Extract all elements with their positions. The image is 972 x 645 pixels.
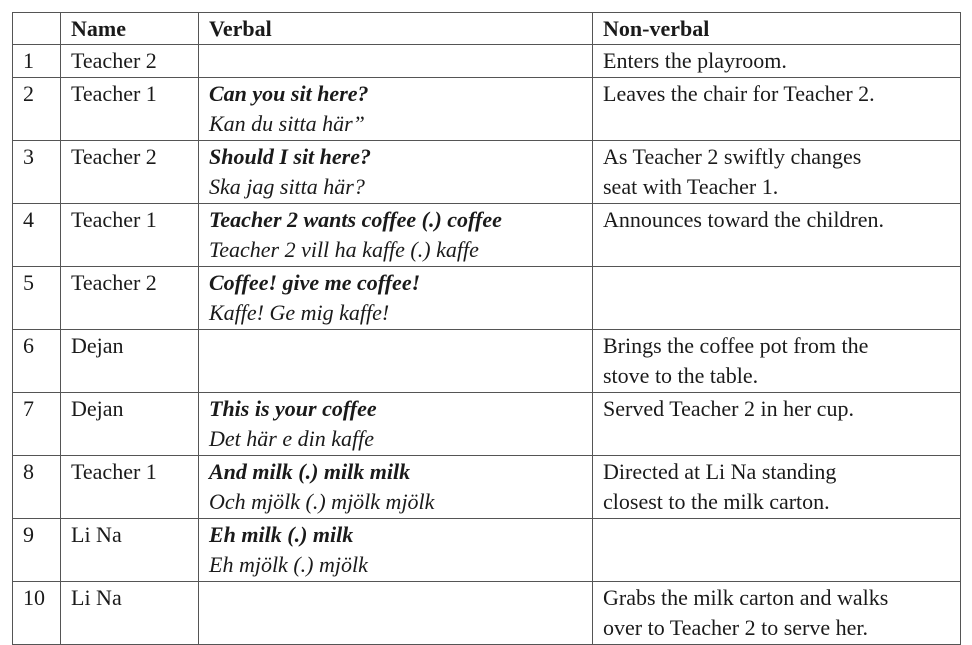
verbal-cell: [199, 45, 593, 78]
row-number: 7: [13, 393, 61, 456]
table-row: [13, 393, 961, 456]
nonverbal-cell: [593, 45, 961, 78]
speaker-name: Li Na: [61, 519, 199, 582]
verbal-cell: [199, 582, 593, 645]
speaker-name: Teacher 2: [61, 267, 199, 330]
verbal-cell: [199, 393, 593, 456]
header-verbal: Verbal: [199, 13, 593, 45]
speaker-name: Teacher 1: [61, 204, 199, 267]
nonverbal-cell: [593, 582, 961, 645]
nonverbal-cell: [593, 330, 961, 393]
table-row: [13, 141, 961, 204]
verbal-swedish: Kan du sitta här”: [209, 111, 365, 136]
speaker-name: Dejan: [61, 330, 199, 393]
row-number: 8: [13, 456, 61, 519]
speaker-name: Li Na: [61, 582, 199, 645]
row-number: 2: [13, 78, 61, 141]
nonverbal-line: As Teacher 2 swiftly changes: [603, 144, 862, 169]
nonverbal-line: Directed at Li Na standing: [603, 459, 837, 484]
row-number: 1: [13, 45, 61, 78]
header-row: [13, 13, 961, 45]
verbal-swedish: Det här e din kaffe: [209, 426, 374, 451]
verbal-cell: [199, 141, 593, 204]
verbal-swedish: Och mjölk (.) mjölk mjölk: [209, 489, 435, 514]
nonverbal-line: Grabs the milk carton and walks: [603, 585, 889, 610]
verbal-cell: [199, 456, 593, 519]
nonverbal-line: Announces toward the children.: [603, 207, 885, 232]
header-name: Name: [61, 13, 199, 45]
verbal-swedish: Eh mjölk (.) mjölk: [209, 552, 368, 577]
nonverbal-line: Brings the coffee pot from the: [603, 333, 869, 358]
nonverbal-cell: [593, 267, 961, 330]
table-row: [13, 45, 961, 78]
verbal-cell: [199, 267, 593, 330]
verbal-english: Coffee! give me coffee!: [209, 270, 421, 295]
nonverbal-cell: [593, 393, 961, 456]
table-row: [13, 267, 961, 330]
nonverbal-line: over to Teacher 2 to serve her.: [603, 615, 868, 640]
nonverbal-line: seat with Teacher 1.: [603, 174, 779, 199]
nonverbal-cell: [593, 204, 961, 267]
speaker-name: Teacher 2: [61, 141, 199, 204]
verbal-swedish: Ska jag sitta här?: [209, 174, 365, 199]
verbal-english: Should I sit here?: [209, 144, 371, 169]
row-number: 5: [13, 267, 61, 330]
row-number: 9: [13, 519, 61, 582]
header-nonverbal: Non-verbal: [593, 13, 961, 45]
row-number: 4: [13, 204, 61, 267]
header-num: [13, 13, 61, 45]
row-number: 6: [13, 330, 61, 393]
table-row: [13, 330, 961, 393]
row-number: 3: [13, 141, 61, 204]
verbal-cell: [199, 519, 593, 582]
verbal-swedish: Teacher 2 vill ha kaffe (.) kaffe: [209, 237, 479, 262]
row-number: 10: [13, 582, 61, 645]
nonverbal-cell: [593, 78, 961, 141]
nonverbal-cell: [593, 141, 961, 204]
verbal-cell: [199, 330, 593, 393]
table-row: [13, 204, 961, 267]
verbal-swedish: Kaffe! Ge mig kaffe!: [209, 300, 390, 325]
verbal-english: Eh milk (.) milk: [209, 522, 354, 547]
table-row: [13, 519, 961, 582]
transcript-table: [12, 12, 961, 645]
verbal-english: Can you sit here?: [209, 81, 369, 106]
table-row: [13, 456, 961, 519]
verbal-english: And milk (.) milk milk: [209, 459, 411, 484]
nonverbal-line: Leaves the chair for Teacher 2.: [603, 81, 875, 106]
nonverbal-cell: [593, 519, 961, 582]
table-row: [13, 582, 961, 645]
speaker-name: Teacher 1: [61, 456, 199, 519]
speaker-name: Teacher 2: [61, 45, 199, 78]
nonverbal-line: Served Teacher 2 in her cup.: [603, 396, 854, 421]
nonverbal-line: Enters the playroom.: [603, 48, 787, 73]
verbal-cell: [199, 204, 593, 267]
speaker-name: Teacher 1: [61, 78, 199, 141]
verbal-cell: [199, 78, 593, 141]
verbal-english: This is your coffee: [209, 396, 377, 421]
verbal-english: Teacher 2 wants coffee (.) coffee: [209, 207, 502, 232]
table-row: [13, 78, 961, 141]
nonverbal-line: closest to the milk carton.: [603, 489, 830, 514]
nonverbal-cell: [593, 456, 961, 519]
nonverbal-line: stove to the table.: [603, 363, 759, 388]
speaker-name: Dejan: [61, 393, 199, 456]
